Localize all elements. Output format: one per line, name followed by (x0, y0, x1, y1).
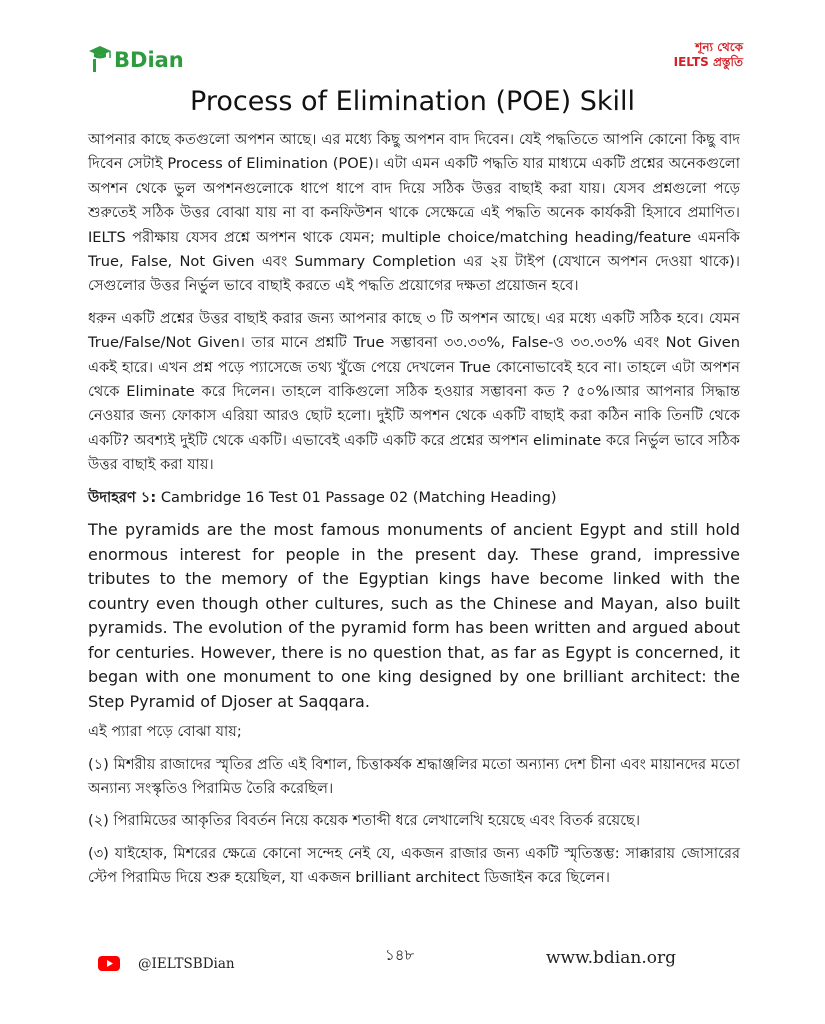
tagline-line-1: শূন্য থেকে (695, 40, 743, 54)
page-footer (0, 944, 825, 984)
tagline-line-2: IELTS প্রস্তুতি (673, 55, 743, 69)
intro-paragraph: আপনার কাছে কতগুলো অপশন আছে। এর মধ্যে কিছু অপশন বাদ দিবেন। যেই পদ্ধতিতে আপনি কোনো কিছু বাদ দিবেন সেটাই Process of Elimination (POE)। এটা এমন একটি পদ্ধতি যার মাধ্যমে একটি প্রশ্নের অনেকগুলো অপশন থেকে ভুল অপশনগুলোকে ধাপে ধাপে বাদ দিয়ে সঠিক উত্তর বাছাই করা যায়। যেসব প্রশ্নগুলো পড়ে শুরুতেই সঠিক উত্তর বোঝা যায় না বা কনফিউশন থাকে সেক্ষেত্রে এই পদ্ধতি অনেক কার্যকরী হিসাবে প্রমাণিত। IELTS পরীক্ষায় যেসব প্রশ্নে অপশন থাকে যেমন; multiple choice/matching heading/feature এমনকি True, False, Not Given এবং Summary Completion এর ২য় টাইপ (যেখানে অপশন দেওয়া থাকে)। সেগুলোর উত্তর নির্ভুল ভাবে বাছাই করতে এই পদ্ধতি প্রয়োগের দক্ষতা প্রয়োজন হবে। (88, 131, 740, 295)
page-number: ১৪৮ (385, 946, 415, 964)
youtube-icon (98, 956, 120, 971)
analysis-intro: এই প্যারা পড়ে বোঝা যায়; (88, 723, 242, 741)
example-reference: Cambridge 16 Test 01 Passage 02 (Matching Heading) (156, 488, 557, 506)
youtube-handle: @IELTSBDian (138, 956, 235, 972)
page-title: Process of Elimination (POE) Skill (190, 86, 635, 117)
example-label: উদাহরণ ১: (88, 488, 157, 506)
graduation-cap-icon (88, 44, 112, 74)
example-explanation-paragraph: ধরুন একটি প্রশ্নের উত্তর বাছাই করার জন্য আপনার কাছে ৩ টি অপশন আছে। এর মধ্যে একটি সঠিক হবে। যেমন True/False/Not Given। তার মানে প্রশ্নটি True সম্ভাবনা ৩৩.৩৩%, False-ও ৩৩.৩৩% এবং Not Given একই হারে। এখন প্রশ্ন পড়ে প্যাসেজে তথ্য খুঁজে পেয়ে দেখলেন True কোনোভাবেই হবে না। তাহলে এটা অপশন থেকে Eliminate করে দিলেন। তাহলে বাকিগুলো সঠিক হওয়ার সম্ভাবনা কত ? ৫০%।আর আপনার সিদ্ধান্ত নেওয়ার জন্য ফোকাস এরিয়া আরও ছোট হলো। দুইটি অপশন থেকে একটি বাছাই করা কঠিন নাকি তিনটি থেকে একটি? অবশ্যই দুইটি থেকে একটি। এভাবেই একটি একটি করে প্রশ্নের অপশন eliminate করে নির্ভুল ভাবে সঠিক উত্তর বাছাই করা যায়। (88, 309, 740, 474)
bdian-logo (88, 44, 184, 74)
tagline (674, 40, 743, 70)
analysis-point-2: (২) পিরামিডের আকৃতির বিবর্তন নিয়ে কয়েক শতাব্দী ধরে লেখালেখি হয়েছে এবং বিতর্ক রয়েছে। (88, 812, 641, 830)
example-heading (88, 486, 740, 510)
website-url: www.bdian.org (546, 948, 676, 968)
logo-text: BDian (114, 48, 184, 72)
analysis-point-1: (১) মিশরীয় রাজাদের স্মৃতির প্রতি এই বিশাল, চিত্তাকর্ষক শ্রদ্ধাঞ্জলির মতো অন্যান্য দেশ চীনা এবং মায়ানদের মতো অন্যান্য সংস্কৃতিও পিরামিড তৈরি করেছিল। (88, 755, 740, 797)
analysis-point-3: (৩) যাইহোক, মিশরের ক্ষেত্রে কোনো সন্দেহ নেই যে, একজন রাজার জন্য একটি স্মৃতিস্তম্ভ: সাক্কারায় জোসারের স্টেপ পিরামিড দিয়ে শুরু হয়েছিল, যা একজন brilliant architect ডিজাইন করে ছিলেন। (88, 844, 740, 887)
page-header (88, 40, 743, 80)
main-content (88, 128, 740, 899)
passage-text: The pyramids are the most famous monuments of ancient Egypt and still hold enormous interest for people in the present day. These grand, impressive tributes to the memory of the Egyptian kings have become linked with the country even though other cultures, such as the Chinese and Mayan, also built pyramids. The evolution of the pyramid form has been written and argued about for centuries. However, there is no question that, as far as Egypt is concerned, it began with one monument to one king designed by one brilliant architect: the Step Pyramid of Djoser at Saqqara. (88, 520, 740, 711)
